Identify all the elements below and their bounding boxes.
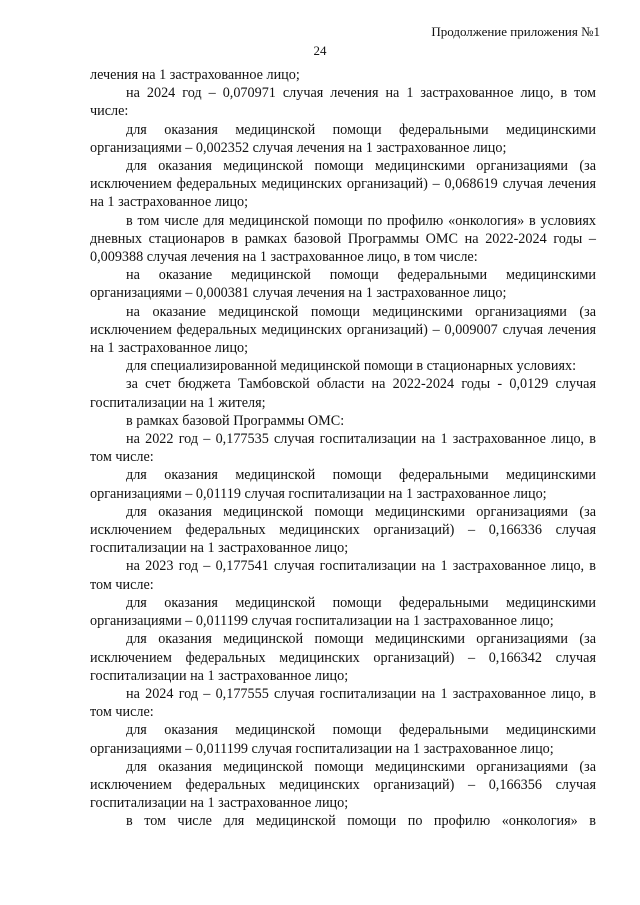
- paragraph: для специализированной медицинской помощи в стационарных условиях:: [126, 358, 577, 375]
- paragraph: для оказания медицинской помощи медицинскими организациями (за исключением федеральных медицинских организаций) – 0,166356 случая госпитализации на 1 застрахованное лицо;: [90, 758, 596, 812]
- paragraph: в том числе для медицинской помощи по профилю «онкология» в условиях дневных стационаров в рамках базовой Программы ОМС на 2022-2024 годы – 0,009388 случая лечения на 1 застрахованное лицо, в том числе:: [90, 212, 596, 266]
- paragraph: на оказание медицинской помощи федеральными медицинскими организациями – 0,000381 случая лечения на 1 застрахованное лицо;: [90, 267, 596, 302]
- paragraph: для оказания медицинской помощи медицинскими организациями (за исключением федеральных медицинских организаций) – 0,166336 случая госпитализации на 1 застрахованное лицо;: [90, 503, 596, 557]
- paragraph: на оказание медицинской помощи медицинскими организациями (за исключением федеральных медицинских организаций) – 0,009007 случая лечения на 1 застрахованное лицо;: [90, 303, 596, 357]
- paragraph: в том числе для медицинской помощи по профилю «онкология» в: [126, 813, 596, 830]
- paragraph: на 2022 год – 0,177535 случая госпитализации на 1 застрахованное лицо, в том числе:: [90, 431, 596, 466]
- paragraph: для оказания медицинской помощи медицинскими организациями (за исключением федеральных медицинских организаций) – 0,068619 случая лечения на 1 застрахованное лицо;: [90, 158, 596, 211]
- paragraph: за счет бюджета Тамбовской области на 2022-2024 годы - 0,0129 случая госпитализации на 1 жителя;: [90, 376, 596, 411]
- paragraph: на 2024 год – 0,177555 случая госпитализации на 1 застрахованное лицо, в том числе:: [90, 685, 596, 721]
- paragraph: на 2023 год – 0,177541 случая госпитализации на 1 застрахованное лицо, в том числе:: [90, 558, 596, 593]
- paragraph: лечения на 1 застрахованное лицо;: [90, 67, 300, 83]
- paragraph: для оказания медицинской помощи медицинскими организациями (за исключением федеральных медицинских организаций) – 0,166342 случая госпитализации на 1 застрахованное лицо;: [90, 631, 596, 684]
- appendix-continuation-note: Продолжение приложения №1: [431, 24, 600, 39]
- paragraph: для оказания медицинской помощи федеральными медицинскими организациями – 0,011199 случая госпитализации на 1 застрахованное лицо;: [90, 722, 596, 757]
- paragraph: на 2024 год – 0,070971 случая лечения на 1 застрахованное лицо, в том числе:: [90, 85, 596, 120]
- page-number: 24: [313, 43, 327, 58]
- paragraph: для оказания медицинской помощи федеральными медицинскими организациями – 0,002352 случая лечения на 1 застрахованное лицо;: [90, 121, 596, 156]
- paragraph: для оказания медицинской помощи федеральными медицинскими организациями – 0,01119 случая госпитализации на 1 застрахованное лицо;: [90, 467, 596, 502]
- paragraph: для оказания медицинской помощи федеральными медицинскими организациями – 0,011199 случая госпитализации на 1 застрахованное лицо;: [90, 594, 596, 630]
- document-body: [90, 66, 596, 831]
- paragraph: в рамках базовой Программы ОМС:: [126, 412, 345, 429]
